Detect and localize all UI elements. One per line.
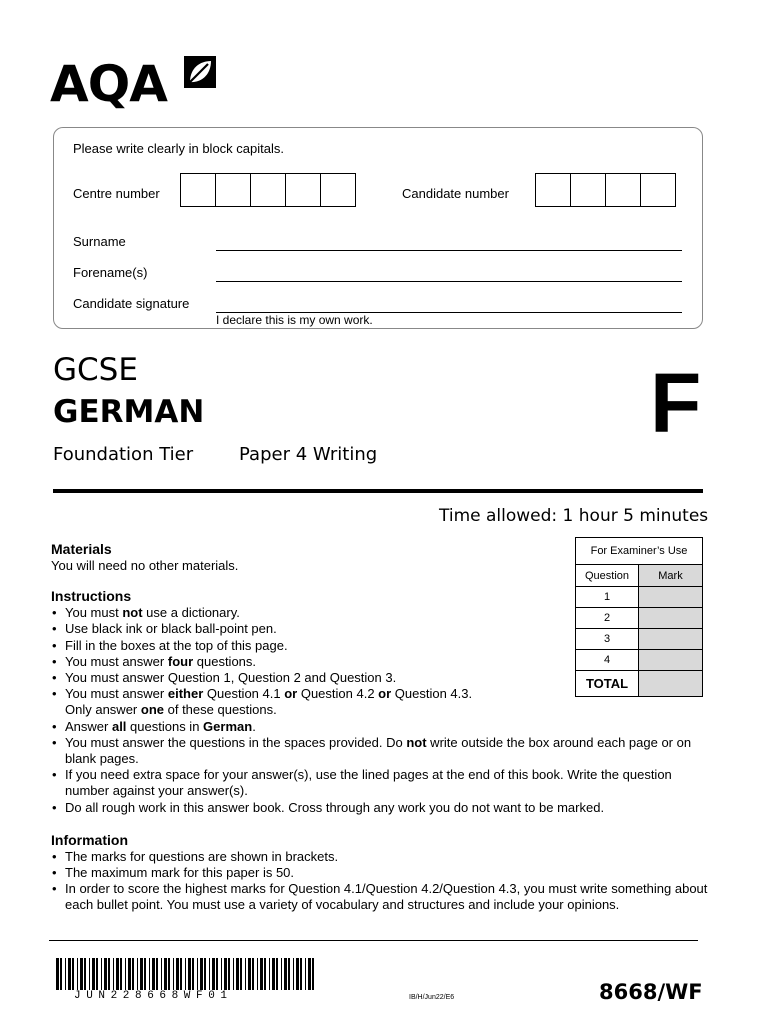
instruction-text: Fill in the boxes at the top of this page. — [65, 637, 288, 653]
barcode-bar — [305, 958, 306, 990]
barcode-bar — [92, 958, 95, 990]
instruction-emphasis: or — [378, 686, 392, 702]
total-label: TOTAL — [576, 671, 639, 697]
barcode-bar — [236, 958, 239, 990]
instruction-emphasis: German — [203, 718, 253, 734]
mark-column-header: Mark — [639, 565, 703, 587]
instruction-item — [51, 767, 711, 799]
barcode-bar — [281, 958, 282, 990]
instruction-item — [51, 800, 711, 816]
barcode-bar — [224, 958, 227, 990]
barcode-bar — [288, 958, 290, 990]
candidate-number-boxes[interactable] — [535, 173, 676, 207]
declaration-text: I declare this is my own work. — [216, 313, 373, 327]
barcode-bar — [176, 958, 179, 990]
centre-number-digit[interactable] — [215, 173, 251, 207]
barcode-bar — [101, 958, 102, 990]
barcode-bar — [269, 958, 270, 990]
barcode-bar — [125, 958, 126, 990]
instruction-text: You must answer — [65, 653, 168, 669]
block-capitals-instruction: Please write clearly in block capitals. — [73, 141, 284, 156]
barcode-bar — [96, 958, 98, 990]
barcode-bar — [161, 958, 162, 990]
barcode-bar — [152, 958, 155, 990]
forename-field[interactable] — [216, 281, 682, 282]
paper-reference: IB/H/Jun22/E6 — [409, 994, 455, 1001]
barcode-bar — [89, 958, 90, 990]
paper-code: 8668/WF — [599, 980, 703, 1004]
barcode-bar — [276, 958, 278, 990]
instruction-item — [51, 621, 711, 637]
barcode-bar — [140, 958, 143, 990]
candidate-number-digit[interactable] — [535, 173, 571, 207]
instruction-emphasis: not — [406, 734, 427, 750]
barcode-bar — [80, 958, 83, 990]
surname-label: Surname — [73, 234, 126, 249]
instruction-emphasis: or — [284, 686, 298, 702]
instruction-emphasis: all — [111, 718, 127, 734]
instruction-item — [51, 670, 711, 686]
barcode-bar — [156, 958, 158, 990]
materials-text: You will need no other materials. — [51, 558, 239, 573]
barcode-bar — [308, 958, 311, 990]
instruction-item — [51, 638, 711, 654]
instruction-text: . — [252, 718, 256, 734]
examiner-use-heading: For Examiner’s Use — [576, 538, 703, 565]
barcode-bar — [120, 958, 122, 990]
instruction-text: If you need extra space for your answer(s), use the lined pages at the end of this book. Write the question number against your answer(s). — [65, 767, 672, 799]
instruction-text: questions. — [193, 653, 257, 669]
footer-divider — [49, 940, 698, 941]
barcode-text: JUN228668WF01 — [74, 990, 233, 1002]
barcode-bar — [257, 958, 258, 990]
aqa-logo — [50, 52, 220, 113]
instruction-item — [51, 605, 711, 621]
barcode-bar — [60, 958, 62, 990]
barcode-bar — [132, 958, 134, 990]
instructions-heading: Instructions — [51, 588, 132, 605]
centre-number-digit[interactable] — [285, 173, 321, 207]
subject-title: GERMAN — [53, 394, 205, 430]
centre-number-label: Centre number — [73, 186, 160, 201]
information-heading: Information — [51, 831, 128, 848]
candidate-details-box — [53, 127, 703, 329]
information-item: • The maximum mark for this paper is 50. — [51, 865, 711, 881]
time-allowed: Time allowed: 1 hour 5 minutes — [439, 506, 709, 526]
instruction-emphasis: not — [122, 605, 143, 621]
instruction-text: Question 4.1 — [203, 686, 285, 702]
barcode-bar — [56, 958, 59, 990]
barcode-bar — [284, 958, 287, 990]
barcode-bar — [185, 958, 186, 990]
title-divider — [53, 489, 703, 493]
instruction-text: questions in — [126, 718, 204, 734]
centre-number-digit[interactable] — [320, 173, 356, 207]
question-number: 3 — [576, 629, 639, 650]
forename-label: Forename(s) — [73, 265, 148, 280]
centre-number-digit[interactable] — [250, 173, 286, 207]
instruction-text: write outside the box around each page or on blank pages. — [65, 734, 692, 767]
barcode-bar — [84, 958, 86, 990]
barcode-bar — [228, 958, 230, 990]
barcode-bar — [212, 958, 215, 990]
tier-label: Foundation Tier — [53, 444, 194, 465]
candidate-number-digit[interactable] — [570, 173, 606, 207]
barcode-bar — [296, 958, 299, 990]
tier-letter: F — [650, 356, 702, 450]
barcode-bar — [272, 958, 275, 990]
candidate-number-digit[interactable] — [605, 173, 641, 207]
barcode-bar — [168, 958, 170, 990]
barcode-bar — [300, 958, 302, 990]
instruction-item — [51, 654, 711, 670]
signature-label: Candidate signature — [73, 296, 190, 311]
barcode-bar — [221, 958, 222, 990]
barcode-bar — [248, 958, 251, 990]
barcode-bar — [240, 958, 242, 990]
instruction-text: Do all rough work in this answer book. Cross through any work you do not want to be marked. — [65, 799, 605, 815]
instruction-text: You must answer the questions in the spaces provided. Do — [65, 734, 407, 750]
barcode-bar — [293, 958, 294, 990]
barcode-bar — [164, 958, 167, 990]
barcode-bar — [137, 958, 138, 990]
instruction-text: Use black ink or black ball-point pen. — [65, 621, 277, 637]
instruction-text: Question 4.2 — [297, 686, 379, 702]
candidate-number-label: Candidate number — [402, 186, 509, 201]
question-number: 1 — [576, 587, 639, 608]
barcode-bar — [68, 958, 71, 990]
barcode-bar — [72, 958, 74, 990]
centre-number-boxes[interactable] — [180, 173, 356, 207]
paper-label: Paper 4 Writing — [239, 444, 378, 465]
instruction-emphasis: either — [167, 686, 204, 702]
barcode-bar — [77, 958, 78, 990]
barcode-bar — [200, 958, 203, 990]
barcode-bar — [245, 958, 246, 990]
instruction-text: of these questions. — [164, 702, 277, 718]
barcode-bar — [180, 958, 182, 990]
barcode-bar — [216, 958, 218, 990]
barcode-bar — [209, 958, 210, 990]
information-list — [51, 849, 711, 914]
barcode-bar — [188, 958, 191, 990]
barcode-bar — [233, 958, 234, 990]
instruction-emphasis: four — [167, 653, 194, 669]
instruction-text: You must answer Question 1, Question 2 and Question 3. — [65, 670, 397, 686]
instruction-text: use a dictionary. — [142, 605, 240, 621]
barcode — [56, 958, 318, 990]
barcode-bar — [173, 958, 174, 990]
instruction-item — [51, 735, 711, 767]
instruction-text: Question 4.3. — [391, 686, 473, 702]
surname-field[interactable] — [216, 250, 682, 251]
information-item: • In order to score the highest marks for Question 4.1/Question 4.2/Question 4.3, you must write something about each bullet point. You must use a variety of vocabulary and structures and include your opinions. — [51, 881, 711, 913]
instructions-body — [51, 541, 711, 914]
barcode-bar — [116, 958, 119, 990]
question-number: 2 — [576, 608, 639, 629]
barcode-bar — [312, 958, 314, 990]
barcode-bar — [204, 958, 206, 990]
instruction-item — [51, 719, 711, 735]
instruction-text: You must — [65, 605, 123, 621]
information-item: • The marks for questions are shown in brackets. — [51, 849, 711, 865]
barcode-bar — [264, 958, 266, 990]
barcode-bar — [260, 958, 263, 990]
instruction-text: Answer — [65, 718, 112, 734]
barcode-bar — [65, 958, 66, 990]
barcode-bar — [104, 958, 107, 990]
barcode-bar — [113, 958, 114, 990]
candidate-number-digit[interactable] — [640, 173, 676, 207]
barcode-bar — [144, 958, 146, 990]
barcode-bar — [108, 958, 110, 990]
instruction-emphasis: one — [140, 702, 164, 718]
question-number: 4 — [576, 650, 639, 671]
instruction-text: Only answer — [65, 702, 141, 718]
aqa-logo-text: AQA — [50, 55, 167, 113]
barcode-bar — [252, 958, 254, 990]
materials-heading: Materials — [51, 541, 112, 557]
instruction-text: You must answer — [65, 686, 168, 702]
question-column-header: Question — [576, 565, 639, 587]
barcode-bar — [128, 958, 131, 990]
barcode-bar — [149, 958, 150, 990]
centre-number-digit[interactable] — [180, 173, 216, 207]
barcode-bar — [192, 958, 194, 990]
instructions-list — [51, 605, 711, 816]
instruction-item — [51, 686, 711, 718]
barcode-bar — [197, 958, 198, 990]
qualification-title: GCSE — [53, 352, 138, 388]
aqa-leaf-icon — [182, 54, 218, 90]
